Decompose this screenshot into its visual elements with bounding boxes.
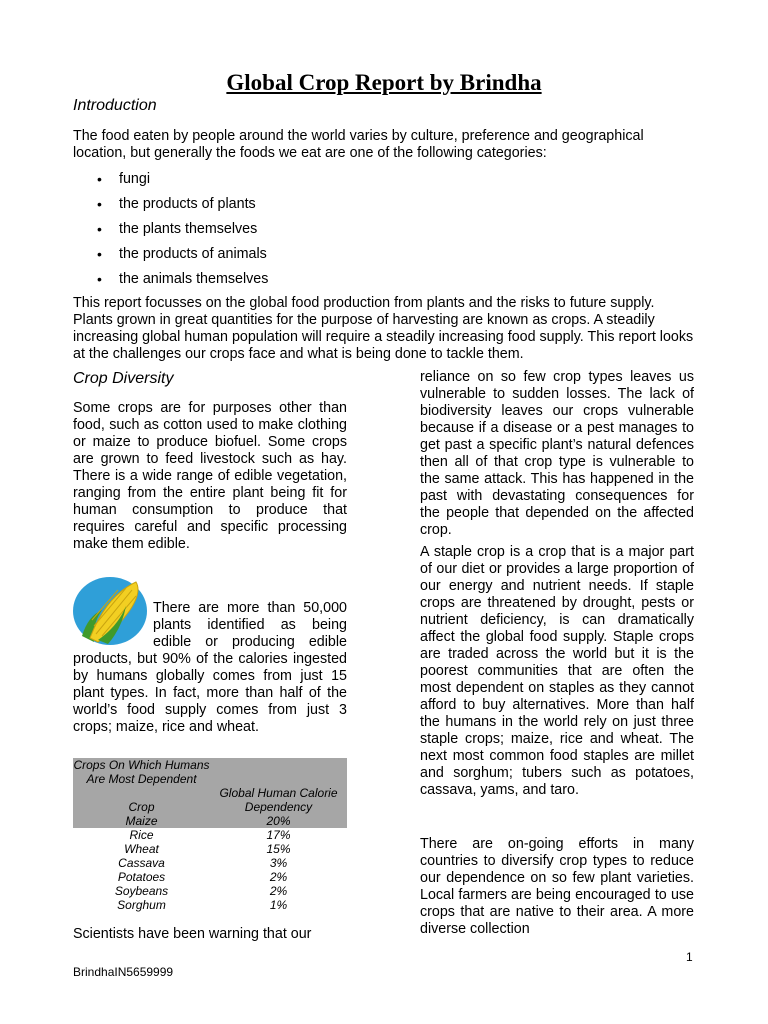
crop-diversity-para1: Some crops are for purposes other than food, such as cotton used to make clothing or maize to produce biofuel. Some crops are grown to feed livestock such as hay. There is a wide range of edible vegetation, ranging from the entire plant being fit for human consumption to produce that requires careful and specific processing make them edible. xyxy=(73,400,347,552)
table-row: Sorghum 1% xyxy=(117,898,288,912)
table-row: Cassava 3% xyxy=(118,856,288,870)
table-row: Wheat 15% xyxy=(124,842,291,856)
list-item: • the products of animals xyxy=(73,243,268,268)
table-caption: Crops On Which Humans Are Most Dependent xyxy=(73,758,210,786)
crop-diversity-para3-start: Scientists have been warning that our xyxy=(73,926,312,942)
introduction-heading: Introduction xyxy=(73,97,157,114)
footer-author-id: BrindhaIN5659999 xyxy=(73,965,174,979)
right-column-para1: reliance on so few crop types leaves us vulnerable to sudden losses. The lack of biodiversity leaves our crops vulnerable because if a disease or a pest manages to get past a specific plant’s natural defences then all of that crop type is vulnerable to the same attack. This has happened in the past with devastating consequences for the people that depended on the affected crop. xyxy=(420,369,694,538)
crop-diversity-heading: Crop Diversity xyxy=(73,370,174,387)
right-column-para2: A staple crop is a crop that is a major part of our diet or provides a large proportion of our energy and nutrient needs. If staple crops are threatened by drought, pests or nutrient deficiency, is can dramatically affect the global food supply. Staple crops are traded across the world but it is the poorest communities that are often the most dependent on staples as they cannot afford to buy alternatives. More than half the humans in the world rely on just three staple crops; maize, rice and wheat. The next most common food staples are millet and sorghum; tubers such as potatoes, cassava, yams, and taro. xyxy=(420,544,694,798)
right-column-para3: There are on-going efforts in many countries to diversify crop types to reduce our dependence on so few plant varieties. Local farmers are being encouraged to use crops that are native to their area. A more diverse collection xyxy=(420,836,694,937)
table-header-crop: Crop xyxy=(73,786,210,814)
page-number: 1 xyxy=(686,950,693,964)
crop-dependency-table xyxy=(73,758,347,912)
table-row: Potatoes 2% xyxy=(117,870,288,884)
list-item: • the animals themselves xyxy=(73,268,268,293)
document-title: Global Crop Report by Brindha xyxy=(226,70,542,95)
table-row: Soybeans 2% xyxy=(114,884,288,898)
table-row: Maize 20% xyxy=(73,814,347,828)
list-item: • fungi xyxy=(73,168,268,193)
crop-diversity-para2 xyxy=(73,600,347,736)
table-header-dependency: Global Human Calorie Dependency xyxy=(210,786,347,814)
food-category-list xyxy=(73,168,268,293)
report-summary: This report focusses on the global food production from plants and the risks to future supply. Plants grown in great quantities for the purpose of harvesting are known as crops. A steadily increasing global human population will require a steadily increasing food supply. This report looks at the challenges our crops face and what is being done to tackle them. xyxy=(73,295,694,362)
table-row: Rice 17% xyxy=(129,828,291,842)
crop-diversity-para2-text: There are more than 50,000 plants identified as being edible or producing edible products, but 90% of the calories ingested by humans globally comes from just 15 plant types. In fact, more than half of the world’s food supply comes from just 3 crops; maize, rice and wheat. xyxy=(73,600,347,735)
list-item: • the products of plants xyxy=(73,193,268,218)
introduction-lead: The food eaten by people around the world varies by culture, preference and geographical location, but generally the foods we eat are one of the following categories: xyxy=(73,128,644,161)
list-item: • the plants themselves xyxy=(73,218,268,243)
